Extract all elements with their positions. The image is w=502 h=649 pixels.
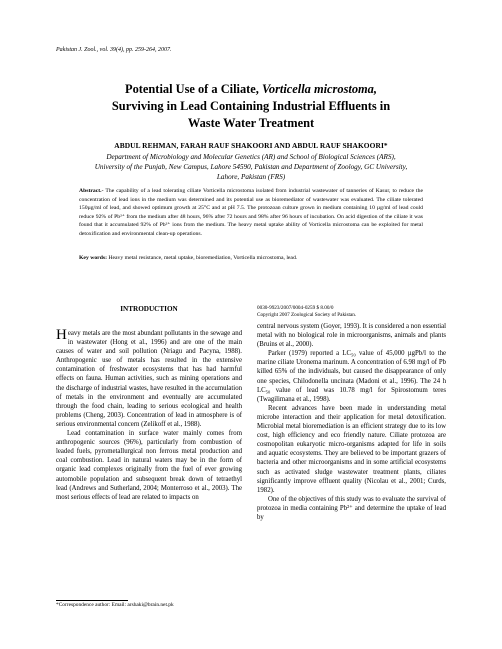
drop-cap: H (56, 327, 67, 343)
title-line-1 (40, 81, 462, 98)
abstract (79, 187, 423, 239)
left-column (56, 329, 242, 502)
footnote: *Correspondence author: Email: arshaki@brain.net.pk (56, 602, 174, 608)
keywords-label: Key words: (79, 255, 107, 261)
right-column (257, 322, 446, 522)
title-line-2: Surviving in Lead Containing Industrial Effluents in (111, 99, 391, 113)
section-heading-introduction: INTRODUCTION (120, 305, 178, 313)
affiliation-line: Department of Microbiology and Molecular Genetics (AR) and School of Biological Sciences (ARS), (106, 153, 396, 161)
title-species: Vorticella microstoma, (262, 82, 377, 96)
paragraph: Parker (1979) reported a LC₅₀ value of 45,000 µgPb/l to the marine ciliate Uronema marinum. A concentration of 6.98 mg/l of Pb killed 65% of the individuals, but caused the disappearance of only one species, Chilodonella uncinata (Madoni et al., 1996). The 24 h LC₅₀ value of lead was 10.78 mg/l for Spirostomum teres (Twagilimana et al., 1998). (257, 350, 446, 403)
authors: ABDUL REHMAN, FARAH RAUF SHAKOORI AND ABDUL RAUF SHAKOORI* (114, 141, 388, 150)
paragraph: Recent advances have been made in understanding metal microbe interaction and their application for metal detoxification. Microbial metal bioremediation is an efficient strategy due to its low cost, high efficiency and eco friendly nature. Ciliate protozoa are cosmopolitan eukaryotic micro-organisms adapted for life in soils and aquatic ecosystems. They are believed to be important grazers of bacteria and other microorganisms and in some artificial ecosystems such as activated sludge wastewater treatment plants, ciliates significantly improve effluent quality (Nicolau et al., 2001; Curds, 1982). (257, 404, 446, 494)
affiliation (40, 152, 462, 182)
affiliation-line: University of the Punjab, New Campus, Lahore 54590, Pakistan and Department of Zoology, GC University, (94, 163, 408, 171)
copyright (257, 305, 356, 319)
journal-citation: Pakistan J. Zool., vol. 39(4), pp. 259-264, 2007. (56, 47, 172, 53)
paragraph: One of the objectives of this study was to evaluate the survival of protozoa in media containing Pb²⁺ and determine the uptake of lead by (257, 495, 446, 521)
abstract-text: The capability of a lead tolerating ciliate Vorticella microstoma isolated from industrial wastewater of tanneries of Kasur, to reduce the concentration of lead ions in the medium was determined and its potential use as bioremediator of wastewater was evaluated. The ciliate tolerated 150µg/ml of lead, and showed optimum growth at 25°C and at pH 7.5. The protozoan culture grown in medium containing 10 µg/ml of lead could reduce 92% of Pb²⁺ from the medium after 48 hours, 96% after 72 hours and 98% after 96 hours of incubation. On acid digestion of the ciliate it was found that it accumulated 92% of Pb²⁺ ions from the medium. The heavy metal uptake ability of Vorticella microstoma can be exploited for metal detoxification and environmental clean-up operations. (79, 188, 423, 237)
title-line-3: Waste Water Treatment (187, 116, 315, 130)
keywords (79, 255, 423, 261)
keywords-text: Heavy metal resistance, metal uptake, bioremediation, Vorticella microstoma, lead. (106, 255, 298, 261)
paragraph-text: eavy metals are the most abundant pollutants in the sewage and in wastewater (Hong et al., 1996) and are one of the main causes of water and soil pollution (Nriagu and Pacyna, 1988). Anthropogenic use of metals has resulted in the extensive contamination of freshwater ecosystems that has had harmful effects on fauna. Human activities, such as mining operations and the discharge of industrial wastes, have resulted in the accumulation of metals in the environment and eventually are accumulated through the food chain, leading to serious ecological and health problems (Cheng, 2003). Concentration of lead in atmosphere is of serious environmental concern (Zelikoff et al., 1988). (56, 330, 242, 428)
paragraph (56, 329, 242, 429)
paragraph: Lead contamination in surface water mainly comes from anthropogenic sources (96%), particularly from combustion of leaded fuels, pyrometallurgical non ferrous metal production and coal combustion. Lead in natural waters may be in the form of organic lead complexes originally from the fuel of ever growing automobile population and subsequent break down of tetraethyl lead (Andrews and Sutherland, 2004; Monterroso et al., 2003). The most serious effects of lead are related to impacts on (56, 430, 242, 501)
paper-title (40, 81, 462, 132)
abstract-label: Abstract.- (79, 188, 104, 194)
copyright-line: 0030-9923/2007/0004-0259 $ 8.00/0 (257, 305, 334, 311)
affiliation-line: Lahore, Pakistan (FRS) (216, 173, 286, 181)
copyright-line: Copyright 2007 Zoological Society of Pakistan. (257, 312, 357, 318)
title-text: Potential Use of a Ciliate, (125, 82, 262, 96)
footnote-divider (56, 600, 128, 601)
paragraph: central nervous system (Goyer, 1993). It is considered a non essential metal with no biological role in microorganisms, animals and plants (Bruins et al., 2000). (257, 323, 446, 349)
